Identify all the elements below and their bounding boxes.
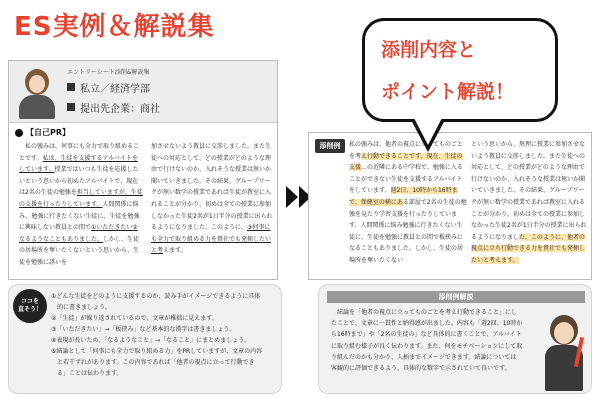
correction-badge: 添削例: [315, 139, 345, 153]
speech-bubble: [362, 18, 558, 122]
corrected-text-column-2: という思いから、無理に授業に参加させないよう教員に交渉しました。また生徒への対応として、どの授業がどのような理由で行けないのか、入れそうな授業は無いか聞いていきました。その結果、グループワークが無い数学の授業であれば教室に入れることが分かり、初めは全ての授業に参加しなかった生徒2名が1日半分の授業に出られるようになりました。このように、他者の視点に立ち行動できる力を貴社でも発揮したいと考えます。: [471, 141, 587, 264]
list-item: ③「いただきたい」→「板挟み」など基本的な漢字は書きましょう。: [51, 326, 236, 333]
company-row: [67, 99, 160, 115]
square-bullet-icon: [67, 103, 75, 111]
university-row: [67, 79, 150, 95]
list-item: と若干ずれがあります。この内容であれば「他者の視点に立って行動でき: [51, 359, 255, 366]
fix-points-box: [8, 284, 282, 394]
page-title: ES実例＆解説集: [14, 12, 215, 42]
original-es-document: [8, 60, 278, 280]
list-item: ④表現が長いため、「なるようなこと」→「なること」にまとめましょう。: [51, 337, 251, 344]
pr-section-label: 【自己PR】: [15, 127, 70, 138]
original-text-column-2: 加させないよう教員に交渉しました。また生徒への対応として、どの授業がどのような理由で行けないのか、入れそうな授業は無いか聞いていきました。その結果、グループワークが無い数学の授業であれば生徒が教室に入れることが分かり、初めは全ての授業に参加しなかった生徒2名が1日半分の授業に出られるようになりました。このように、③何事にも全力で取り組める力を貴社でも発揮したいと考えます。: [151, 143, 273, 255]
fix-here-badge: ココを 直そう！: [13, 289, 47, 323]
original-text-column-1: 私の強みは、何事にも全力で取り組めることです。私は、生徒を支援するアルバイトをしています。授業ではいつも生徒を応援したいという思いから初めたアルバイトで、現在は2名の生徒の勉強を担当していますが、生徒の支援を行ったりしています。人間関係に悩み、勉強に行きたくない生徒に、生徒を勉強に興味しない教員との間で①いただきたい②なるようなこともありました。しかし、生徒の居場所を奪いたくないという思いから、生徒を勉強に誘いを: [19, 143, 143, 266]
bubble-line-1: 添削内容と: [381, 39, 477, 61]
explanation-box: [318, 284, 592, 394]
list-item: ②「生徒」が繰り返されているので、文章が稚拙に見えます。: [51, 315, 218, 322]
corrected-es-document: [308, 132, 592, 280]
list-item: る」ことは伝わります。: [51, 370, 123, 377]
square-bullet-icon: [67, 83, 75, 91]
explanation-title: 添削例解説: [327, 291, 585, 303]
list-item: ①どんな生徒をどのように支援するのか、読み手がイメージできるように具体: [51, 293, 261, 300]
fix-points-list: [51, 291, 279, 379]
university-label: 私立／経済学部: [80, 83, 150, 95]
student-avatar-icon: [17, 67, 57, 119]
bubble-line-2: ポイント解説！: [381, 81, 515, 103]
corrected-text-column-1: 私の強みは、他者の視点に立ってものごとを考え行動できることです。現在、生徒の支援…の近隣にある中学校で、勉強に入ることができない生徒を支援するアルバイトをしています。週2日、10時から16時まで、保健室の横にある部屋で2名の生徒の勉強を見たり学習支援を行ったりしています。人間関係に悩み勉強に行きたくない生徒に、生徒を勉強に教員との間で板挟みになることもありました。しかし、生徒の居場所を奪いたくない: [349, 141, 467, 264]
speech-bubble-tail-inner: [414, 118, 442, 145]
list-item: ⑤結論として「何事にも全力で取り組める力」をPRしていますが、文章の内容: [51, 348, 263, 355]
bullet-dot-icon: [15, 129, 23, 137]
list-item: 的に書きましょう。: [51, 304, 112, 311]
company-label: 提出先企業：商社: [80, 103, 160, 115]
teacher-illustration-icon: [539, 315, 589, 391]
explanation-text: 結論を「他者の視点に立ってものごとを考え行動できること」にし たことで、文章に一貫性と納得感が出ました。内容も「週2回、10時か ら16時まで」や「2名の生徒の」など具体的に書くことで、アルバイト に取り組む様子が良く伝わります。また、何をモチベーションにして取 り組んだのかも分かり、人柄までイメージできます。結論については 客観的に評価できるよう、具体的な数字で示されていて良いです。: [331, 309, 523, 373]
document-header: [9, 61, 277, 123]
document-subtitle: エントリーシート添削&解説集: [67, 69, 150, 76]
